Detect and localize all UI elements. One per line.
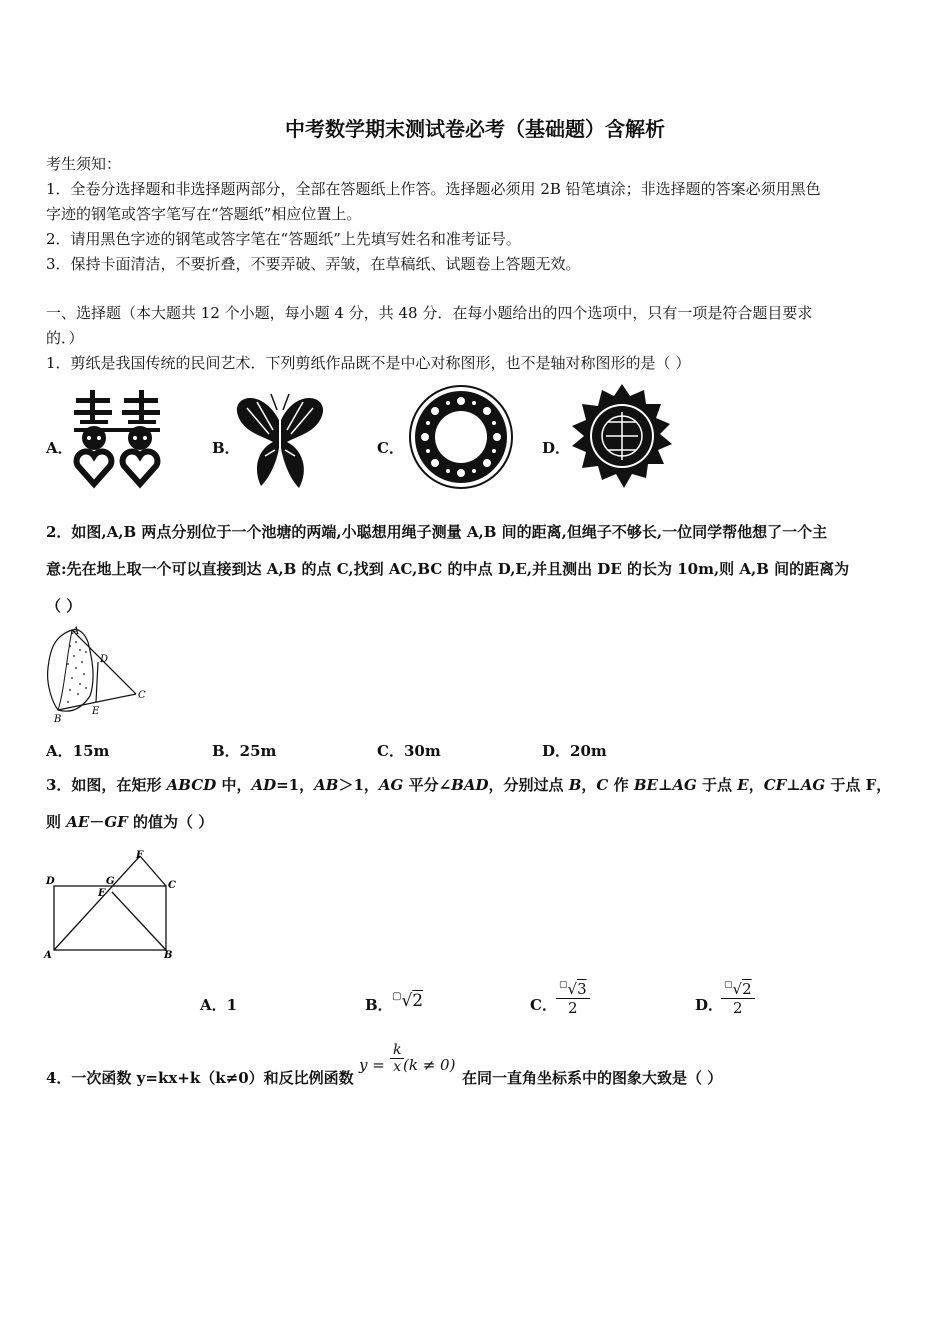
q1-option-b-label: B． — [212, 439, 240, 457]
q2-stem-line-2: 意:先在地上取一个可以直接到达 A,B 的点 C,找到 AC,BC 的中点 D,E,并且测出 DE 的长为 10m,则 A,B 间的距离为 — [46, 560, 850, 578]
q1-stem: 1．剪纸是我国传统的民间艺术．下列剪纸作品既不是中心对称图形，也不是轴对称图形的是（ ） — [46, 354, 691, 372]
q2-stem-line-1: 2．如图,A,B 两点分别位于一个池塘的两端,小聪想用绳子测量 A,B 间的距离,但绳子不够长,一位同学帮他想了一个主 — [46, 523, 828, 541]
q1-option-a-label: A． — [46, 439, 73, 457]
section-heading-line-1: 一、选择题（本大题共 12 个小题，每小题 4 分，共 48 分．在每小题给出的四个选项中，只有一项是符合题目要求 — [46, 304, 813, 322]
q3-stem-line-2: 则 AE－GF 的值为（ ） — [46, 813, 214, 831]
circular-pattern-papercut-image — [406, 383, 516, 491]
q4-stem-part-2: 在同一直角坐标系中的图象大致是（ ） — [462, 1069, 723, 1087]
q2-option-b: B．25m — [212, 742, 277, 760]
notice-item-2: 2．请用黑色字迹的钢笔或答字笔在“答题纸”上先填写姓名和准考证号。 — [46, 230, 521, 248]
q1-option-d-label: D． — [542, 439, 571, 457]
q2-label-e: E — [92, 706, 100, 717]
q4-stem-part-1: 4．一次函数 y=kx+k（k≠0）和反比例函数 — [46, 1069, 354, 1087]
rectangle-diagram — [44, 848, 184, 964]
notice-item-1-line-2: 字迹的钢笔或答字笔写在“答题纸”相应位置上。 — [46, 205, 362, 223]
section-heading-line-2: 的．） — [46, 329, 84, 347]
q2-label-a: A — [72, 626, 80, 637]
q2-label-b: B — [54, 714, 62, 725]
page-title: 中考数学期末测试卷必考（基础题）含解析 — [285, 117, 665, 141]
q2-label-c: C — [138, 690, 146, 701]
q3-label-b: B — [164, 950, 173, 961]
pond-triangle-diagram — [42, 622, 162, 726]
q3-option-c-fraction: $\frac{^▢√3}{2}$ — [556, 980, 590, 1017]
q3-option-a: A．1 — [200, 996, 238, 1014]
q3-label-a: A — [44, 950, 52, 961]
q2-option-c: C．30m — [377, 742, 441, 760]
notice-heading: 考生须知： — [46, 155, 122, 173]
q3-option-d-label: D． — [695, 996, 724, 1014]
q3-stem-line-1: 3．如图，在矩形 ABCD 中，AD=1，AB＞1，AG 平分∠BAD，分别过点 B，C 作 BE⊥AG 于点 E，CF⊥AG 于点 F， — [46, 776, 892, 794]
q2-option-d: D．20m — [542, 742, 607, 760]
q3-label-g: G — [106, 876, 115, 887]
q3-label-e: E — [98, 888, 106, 899]
q3-option-d-fraction: $\frac{^▢√2}{2}$ — [721, 980, 755, 1017]
q2-label-d: D — [100, 654, 109, 665]
double-happiness-papercut-image — [72, 388, 162, 488]
q3-label-f: F — [136, 850, 144, 861]
q1-option-c-label: C． — [377, 439, 404, 457]
sun-pattern-papercut-image — [568, 382, 676, 490]
notice-item-1-line-1: 1．全卷分选择题和非选择题两部分，全部在答题纸上作答。选择题必须用 2B 铅笔填涂；非选择题的答案必须用黑色 — [46, 180, 821, 198]
butterfly-papercut-image — [233, 390, 327, 490]
q2-stem-line-3: （ ） — [46, 597, 82, 615]
q2-option-a: A．15m — [46, 742, 110, 760]
q3-label-c: C — [168, 880, 176, 891]
q3-option-c-label: C． — [530, 996, 557, 1014]
q3-option-b-label: B． — [365, 996, 393, 1014]
q3-option-b-radical: ▢√2 — [392, 991, 424, 1011]
notice-item-3: 3．保持卡面清洁，不要折叠，不要弄破、弄皱，在草稿纸、试题卷上答题无效。 — [46, 255, 581, 273]
q3-label-d: D — [46, 876, 55, 887]
